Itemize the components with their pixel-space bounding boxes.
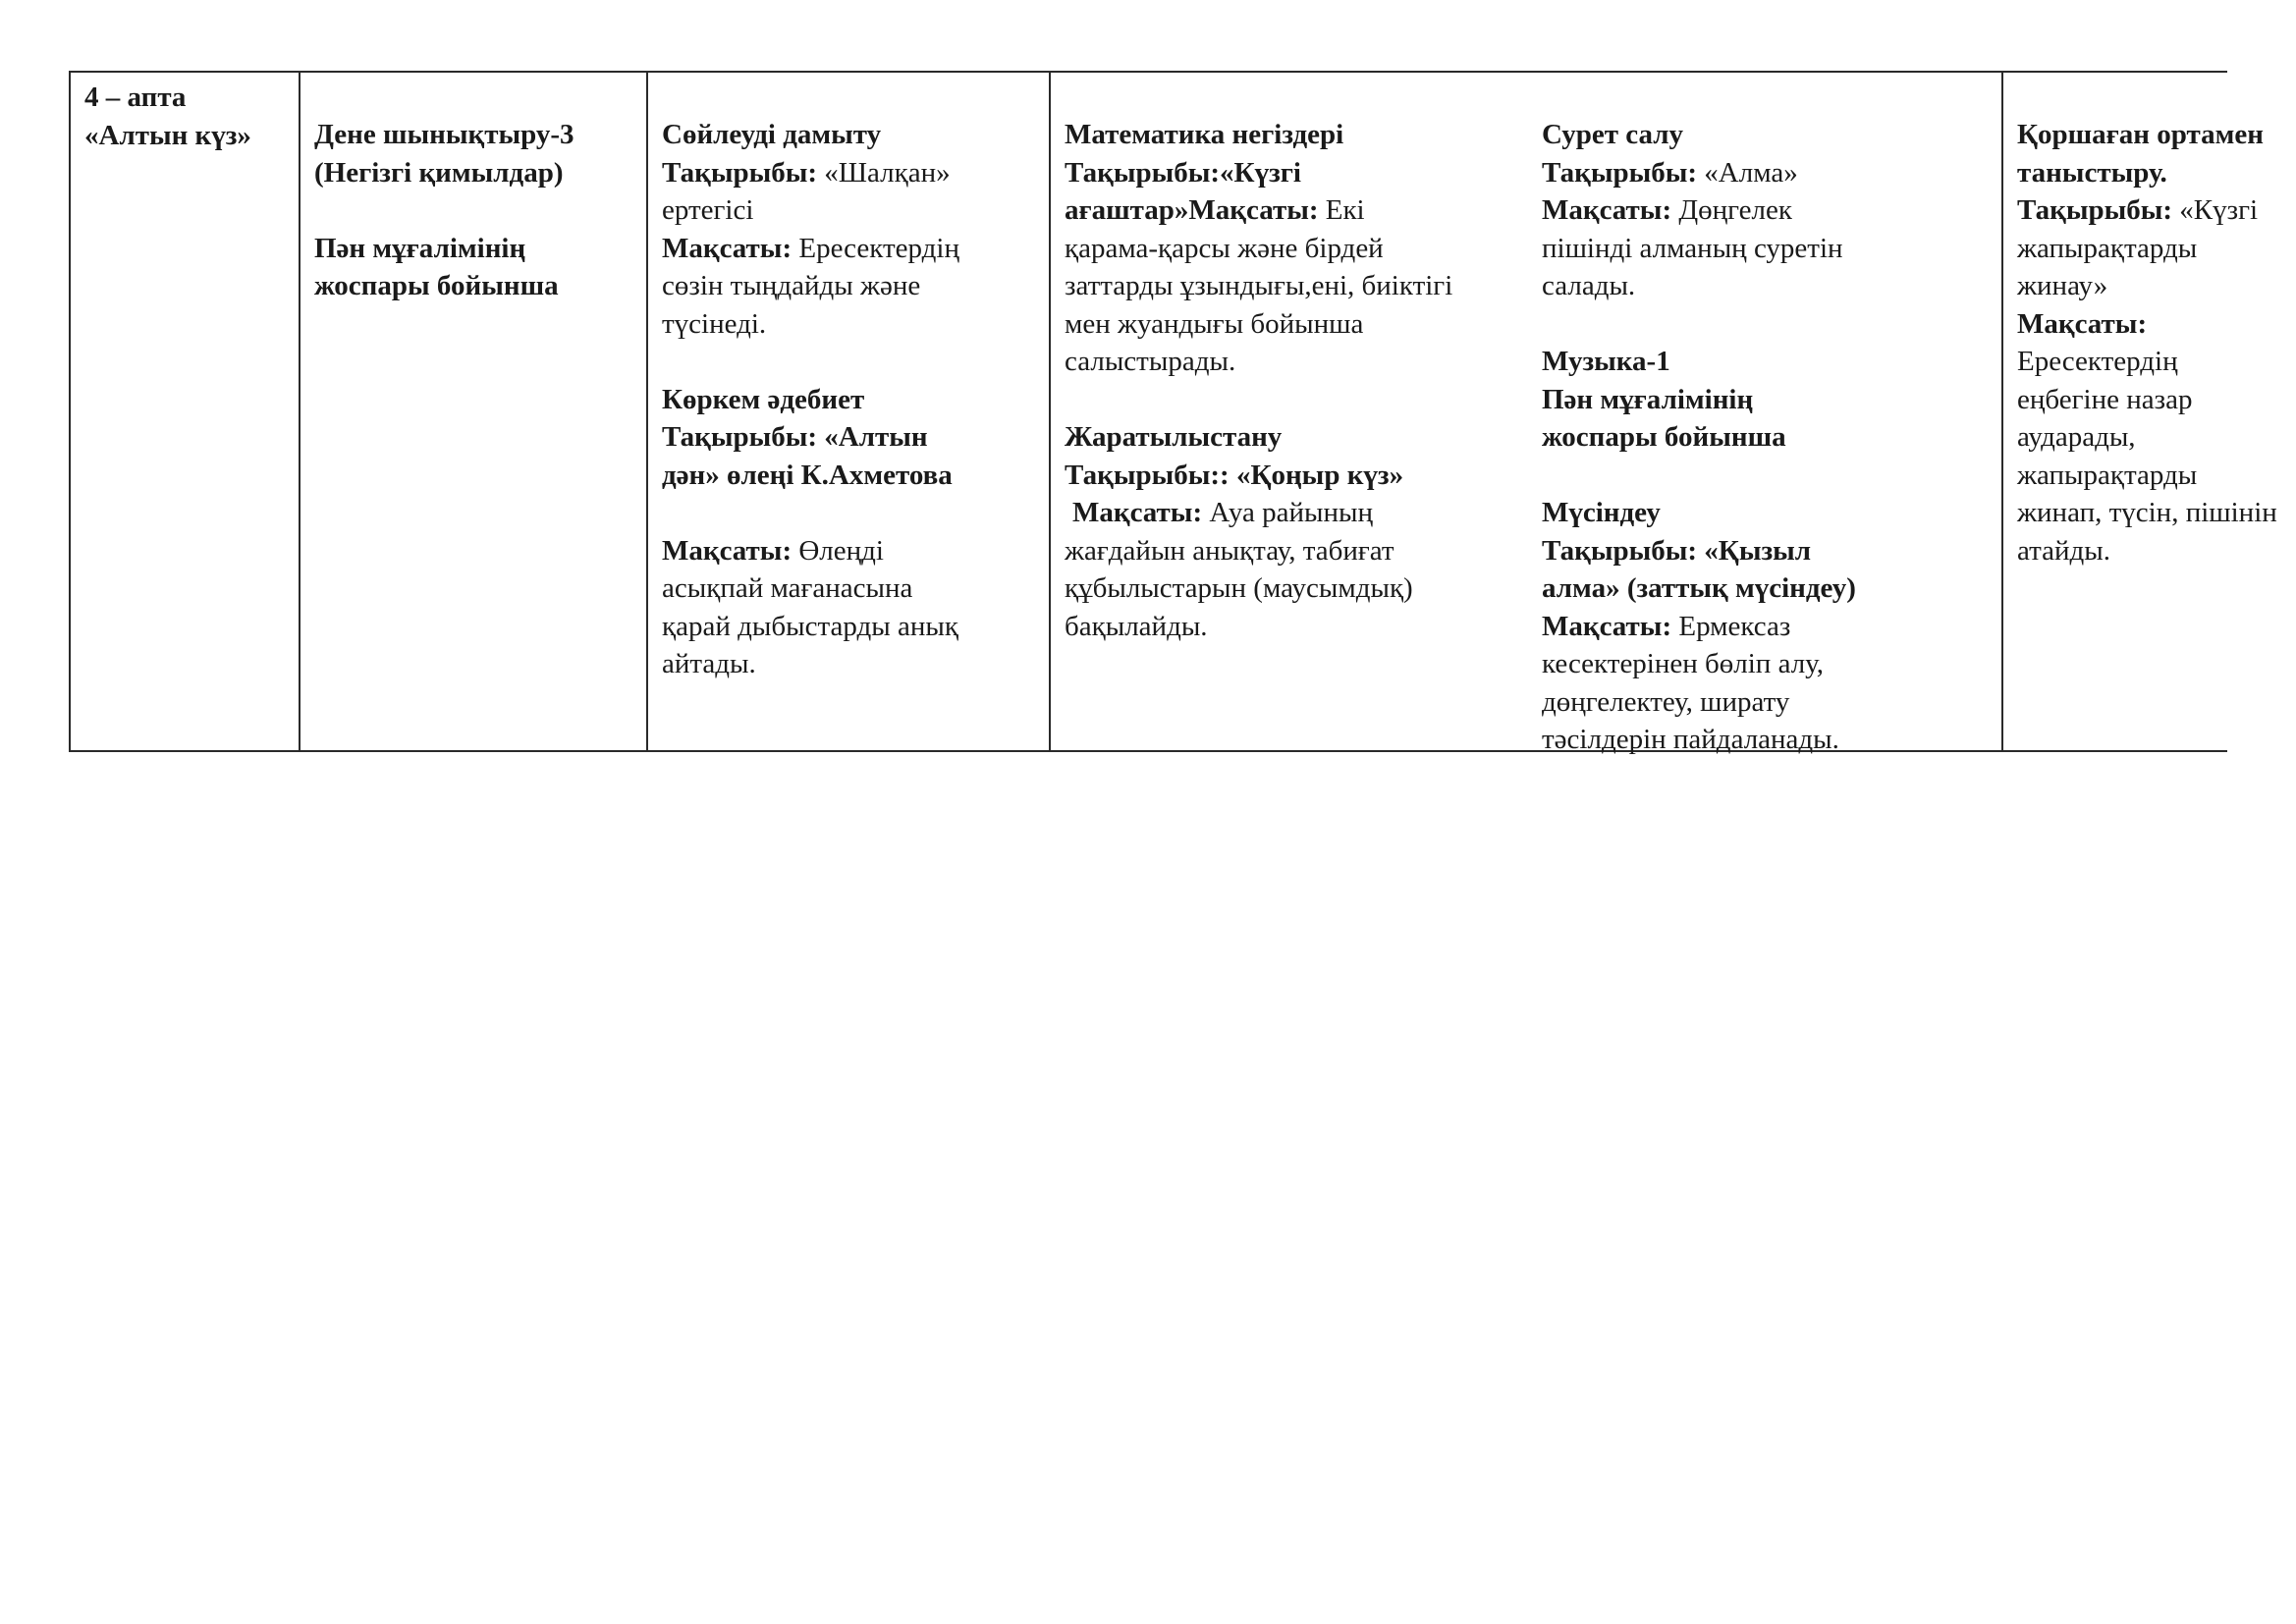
art-goal-text-3: салады. bbox=[1542, 270, 1636, 301]
environment-goal-text: Ересектердің bbox=[2017, 346, 2178, 377]
environment-goal-label: Мақсаты: bbox=[2017, 307, 2148, 340]
speech-title: Сөйлеуді дамыту bbox=[662, 119, 882, 150]
literature-title: Көркем әдебиет bbox=[662, 383, 865, 415]
nature-goal-text-2: жағдайын анықтау, табиғат bbox=[1065, 534, 1394, 567]
art-goal-text: Дөңгелек bbox=[1671, 194, 1792, 226]
nature-goal-label: Мақсаты: bbox=[1072, 497, 1203, 528]
art-title: Сурет салу bbox=[1542, 119, 1683, 150]
math-topic-2: ағаштар» bbox=[1065, 194, 1189, 226]
environment-topic-text-3: жинау» bbox=[2017, 270, 2108, 301]
environment-topic-text: «Күзгі bbox=[2172, 194, 2259, 226]
speech-topic-text-2: ертегісі bbox=[662, 194, 754, 226]
music-title: Музыка-1 bbox=[1542, 346, 1670, 377]
literature-goal-label: Мақсаты: bbox=[662, 534, 793, 567]
art-block bbox=[1528, 73, 2003, 755]
speech-goal-label: Мақсаты: bbox=[662, 232, 793, 264]
art-goal-text-2: пішінді алманың суретін bbox=[1542, 232, 1843, 264]
modeling-goal-text-2: кесектерінен бөліп алу, bbox=[1542, 648, 1825, 679]
math-goal-text-5: салыстырады. bbox=[1065, 346, 1236, 377]
modeling-topic-2: алма» (заттық мүсіндеу) bbox=[1542, 572, 1856, 604]
environment-title: Қоршаған ортамен bbox=[2017, 119, 2264, 150]
environment-title-2: таныстыру. bbox=[2017, 156, 2167, 189]
modeling-goal-text-4: тәсілдерін пайдаланады. bbox=[1542, 724, 1839, 755]
physical-note-2: жоспары бойынша bbox=[314, 270, 559, 301]
nature-topic: Тақырыбы:: «Қоңыр күз» bbox=[1065, 459, 1404, 491]
literature-goal-text: Өлеңді bbox=[792, 534, 884, 567]
modeling-goal-label: Мақсаты: bbox=[1542, 610, 1672, 642]
math-block bbox=[1051, 73, 1528, 750]
week-number: 4 – апта bbox=[84, 81, 187, 113]
nature-goal-text-4: бақылайды. bbox=[1065, 610, 1208, 642]
literature-topic-2: дән» өлеңі К.Ахметова bbox=[662, 459, 953, 491]
music-note-2: жоспары бойынша bbox=[1542, 421, 1786, 453]
week-theme: «Алтын күз» bbox=[84, 119, 251, 151]
math-goal-text-2: қарама-қарсы және бірдей bbox=[1065, 232, 1384, 264]
environment-goal-text-6: атайды. bbox=[2017, 534, 2111, 567]
environment-topic-label: Тақырыбы: bbox=[2017, 194, 2173, 226]
plan-table bbox=[69, 71, 2277, 755]
modeling-goal-text-3: дөңгелектеу, ширату bbox=[1542, 685, 1790, 718]
speech-goal-text-2: сөзін тыңдайды және bbox=[662, 270, 921, 301]
music-note: Пән мұғалімінің bbox=[1542, 383, 1754, 415]
literature-goal-text-4: айтады. bbox=[662, 648, 756, 679]
speech-topic-label: Тақырыбы: bbox=[662, 156, 818, 189]
physical-title: Дене шынықтыру-3 bbox=[314, 119, 574, 150]
literature-goal-text-3: қарай дыбыстарды анық bbox=[662, 610, 958, 642]
speech-goal-text-3: түсінеді. bbox=[662, 307, 767, 340]
physical-subtitle: (Негізгі қимылдар) bbox=[314, 156, 564, 189]
modeling-goal-text: Ермексаз bbox=[1671, 610, 1791, 642]
environment-topic-text-2: жапырақтарды bbox=[2017, 232, 2198, 264]
speech-topic-text: «Шалқан» bbox=[817, 156, 951, 189]
week-cell bbox=[69, 73, 299, 750]
math-title: Математика негіздері bbox=[1065, 119, 1344, 150]
environment-goal-text-2: еңбегіне назар bbox=[2017, 383, 2193, 415]
environment-goal-text-4: жапырақтарды bbox=[2017, 459, 2198, 491]
speech-cell bbox=[646, 73, 1049, 750]
math-goal-text-4: мен жуандығы бойынша bbox=[1065, 307, 1364, 340]
math-goal-text: Екі bbox=[1318, 194, 1365, 226]
physical-cell bbox=[299, 73, 646, 750]
speech-goal-text: Ересектердің bbox=[792, 232, 959, 264]
literature-goal-text-2: асықпай мағанасына bbox=[662, 572, 913, 604]
literature-topic: Тақырыбы: «Алтын bbox=[662, 421, 928, 453]
nature-title: Жаратылыстану bbox=[1065, 421, 1283, 453]
math-goal-text-3: заттарды ұзындығы,ені, биіктігі bbox=[1065, 270, 1453, 301]
math-topic: Тақырыбы:«Күзгі bbox=[1065, 156, 1301, 189]
modeling-title: Мүсіндеу bbox=[1542, 497, 1661, 528]
art-topic-text: «Алма» bbox=[1697, 156, 1798, 189]
math-goal-label: Мақсаты: bbox=[1188, 194, 1319, 226]
environment-cell bbox=[2001, 73, 2277, 750]
modeling-topic: Тақырыбы: «Қызыл bbox=[1542, 534, 1812, 567]
nature-goal-text-3: құбылыстарын (маусымдық) bbox=[1065, 572, 1413, 604]
math-art-cell bbox=[1049, 73, 2001, 755]
nature-goal-text: Ауа райының bbox=[1202, 497, 1373, 528]
art-topic-label: Тақырыбы: bbox=[1542, 156, 1698, 189]
environment-goal-text-5: жинап, түсін, пішінін bbox=[2017, 497, 2277, 528]
art-goal-label: Мақсаты: bbox=[1542, 194, 1672, 226]
physical-note: Пән мұғалімінің bbox=[314, 232, 526, 264]
environment-goal-text-3: аударады, bbox=[2017, 421, 2136, 453]
